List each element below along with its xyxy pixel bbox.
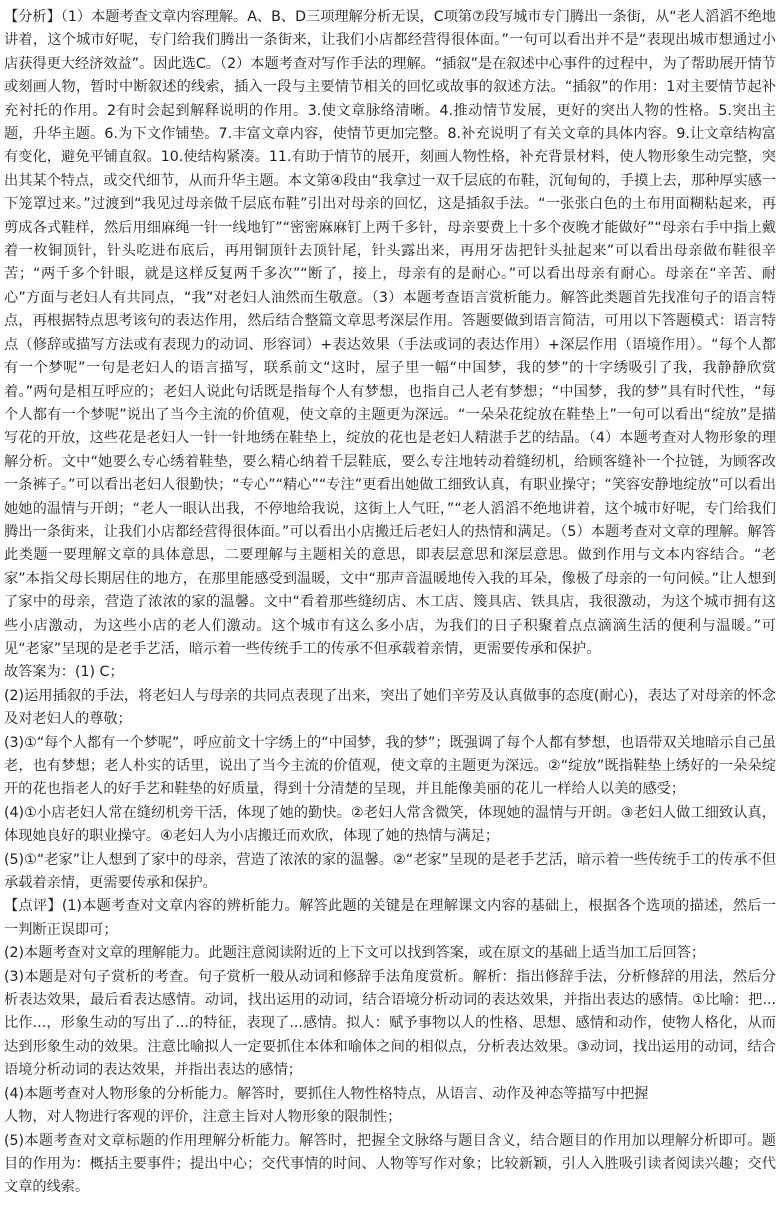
comment-item-1: 【点评】(1)本题考查对文章内容的辨析能力。解答此题的关键是在理解课文内容的基础上，根据各个选项的描述，然后一一判断正误即可； bbox=[4, 898, 776, 938]
comment-item-2: (2)本题考查对文章的理解能力。此题注意阅读附近的上下文可以找到答案，或在原文的基础上适当加工后回答； bbox=[4, 945, 706, 962]
comment-item-4-continued: 人物，对人物进行客观的评价，注意主旨对人物形象的限制性； bbox=[4, 1109, 402, 1126]
analysis-paragraph: 【分析】（1）本题考查文章内容理解。A、B、D三项理解分析无误，C项第⑦段写城市专门腾出一条街，从“老人滔滔不绝地讲着，这个城市好呢，专门给我们腾出一条街来，让我们小店都经营得很体面。”一句可以看出并不是“表现出城市想通过小店获得更大经济效益”。因此选C。（2）本题考查对写作手法的理解。“插叙”是在叙述中心事件的过程中，为了帮助展开情节或刻画人物，暂时中断叙述的线索，插入一段与主要情节相关的回忆或故事的叙述方法。“插叙”的作用：1对主要情节起补充衬托的作用。2有时会起到解释说明的作用。3.使文章脉络清晰。4.推动情节发展，更好的突出人物的性格。5.突出主题，升华主题。6.为下文作铺垫。7.丰富文章内容，使情节更加完整。8.补充说明了有关文章的具体内容。9.让文章结构富有变化，避免平铺直叙。10.使结构紧凑。11.有助于情节的展开，刻画人物性格，补充背景材料，使人物形象生动完整，突出其某个特点，或交代细节，从而升华主题。本文第④段由“我拿过一双千层底的布鞋，沉甸甸的，手摸上去，那种厚实感一下笼罩过来。”过渡到“我见过母亲做千层底布鞋”引出对母亲的回忆，这是插叙手法。“一张张白色的土布用面糊粘起来，再剪成各式鞋样，然后用细麻绳一针一线地钉”“密密麻麻钉上两千多针，母亲要费上十多个夜晚才能做好”“母亲右手中指上戴着一枚铜顶针，针头吃进布底后，再用铜顶针去顶针尾，针头露出来，再用牙齿把针头扯起来”可以看出母亲做布鞋很辛苦；“两千多个针眼，就是这样反复两千多次”“断了，接上，母亲有的是耐心。”可以看出母亲有耐心。母亲在“辛苦、耐心”方面与老妇人有共同点，“我”对老妇人油然而生敬意。（3）本题考查语言赏析能力。解答此类题首先找准句子的语言特点，再根据特点思考该句的表达作用，然后结合整篇文章思考深层作用。答题要做到语言简洁，可用以下答题模式：语言特点（修辞或描写方法或有表现力的动词、形容词）+表达效果（手法或词的表达作用）+深层作用（语境作用）。“每个人都有一个梦呢”一句是老妇人的语言描写，联系前文“这时，屋子里一幅“中国梦，我的梦”的十字绣吸引了我，我静静欣赏着。”两句是相互呼应的；老妇人说此句话既是指每个人有梦想，也指自己人老有梦想；“中国梦，我的梦”具有时代性，“每个人都有一个梦呢”说出了当今主流的价值观，使文章的主题更为深远。“一朵朵花绽放在鞋垫上”一句可以看出“绽放”是描写花的开放，这些花是老妇人一针一针地绣在鞋垫上，绽放的花也是老妇人精湛手艺的结晶。（4）本题考查对人物形象的理解分析。文中“她要么专心绣着鞋垫，要么精心纳着千层鞋底，要么专注地转动着缝纫机，给顾客缝补一个拉链，为顾客改一条裤子。”可以看出老妇人很勤快；“专心”“精心”“专注”更看出她做工细致认真，有职业操守；“笑容安静地绽放”可以看出她她的温情与开朗；“老人一眼认出我，不停地给我说，这街上人气旺，”“老人滔滔不绝地讲着，这个城市好呢，专门给我们腾出一条街来，让我们小店都经营得很体面。”可以看出小店搬迁后老妇人的热情和满足。（5）本题考查对文章的理解。解答此类题一要理解文章的具体意思，二要理解与主题相关的意思，即表层意思和深层意思。做到作用与文本内容结合。“老家”本指父母长期居住的地方，在那里能感受到温暖，文中“那声音温暖地传入我的耳朵，像极了母亲的一句问候。”让人想到了家中的母亲，营造了浓浓的家的温馨。文中“看着那些缝纫店、木工店、篾具店、铁具店，我很激动，为这个城市拥有这些小店激动，为这些小店的老人们激动。这个城市有这么多小店，为我们的日子积聚着点点滴滴生活的便利与温暖。”可见“老家”呈现的是老手艺活，暗示着一些传统手工的传承不但承载着亲情，更需要传承和保护。 bbox=[4, 9, 777, 657]
answer-item-2: (2)运用插叙的手法，将老妇人与母亲的共同点表现了出来，突出了她们辛劳及认真做事的态度(耐心)，表达了对母亲的怀念及对老妇人的尊敬； bbox=[4, 687, 776, 728]
answer-item-3: (3)①“每个人都有一个梦呢”，呼应前文十字绣上的“中国梦，我的梦”；既强调了每个人都有梦想，也语带双关地暗示自己虽老，也有梦想；老人朴实的话里，说出了当今主流的价值观，使文章的主题更为深远。②“绽放”既指鞋垫上绣好的一朵朵绽开的花也指老人的好手艺和鞋垫的好质量，得到十分清楚的呈现，并且能像美丽的花儿一样给人以美的感受； bbox=[4, 734, 776, 798]
comment-item-3: (3)本题是对句子赏析的考查。句子赏析一般从动词和修辞手法角度赏析。解析：指出修辞手法，分析修辞的用法，然后分析表达效果，最后看表达感情。动词，找出运用的动词，结合语境分析动词的表达效果，并指出表达的感情。①比喻：把...比作...，形象生动的写出了...的特征，表现了...感情。拟人：赋予事物以人的性格、思想、感情和动作，使物人格化，从而达到形象生动的效果。注意比喻拟人一定要抓住本体和喻体之间的相似点，分析表达效果。③动词，找出运用的动词，结合语境分析动词的表达效果，并指出表达的感情； bbox=[4, 968, 776, 1079]
comment-item-5: (5)本题考查对文章标题的作用理解分析能力。解答时，把握全文脉络与题目含义，结合题目的作用加以理解分析即可。题目的作用为：概括主要事件；提出中心；交代事情的时间、人物等写作对象；比较新颖，引人入胜吸引读者阅读兴趣；交代文章的线索。 bbox=[4, 1132, 776, 1196]
answer-item-5: (5)①“老家”让人想到了家中的母亲，营造了浓浓的家的温馨。②“老家”呈现的是老手艺活，暗示着一些传统手工的传承不但承载着亲情，更需要传承和保护。 bbox=[4, 851, 776, 892]
answer-summary: 故答案为：(1) C； bbox=[4, 664, 124, 681]
comment-section bbox=[4, 895, 776, 1199]
comment-item-4: (4)本题考查对人物形象的分析能力。解答时，要抓住人物性格特点，从语言、动作及神态等描写中把握 bbox=[4, 1085, 649, 1102]
answer-item-4: (4)①小店老妇人常在缝纫机旁干活，体现了她的勤快。②老妇人常含微笑，体现她的温情与开朗。③老妇人做工细致认真，体现她良好的职业操守。④老妇人为小店搬迁而欢欣，体现了她的热情与满足； bbox=[4, 804, 776, 845]
answer-section bbox=[4, 661, 776, 895]
